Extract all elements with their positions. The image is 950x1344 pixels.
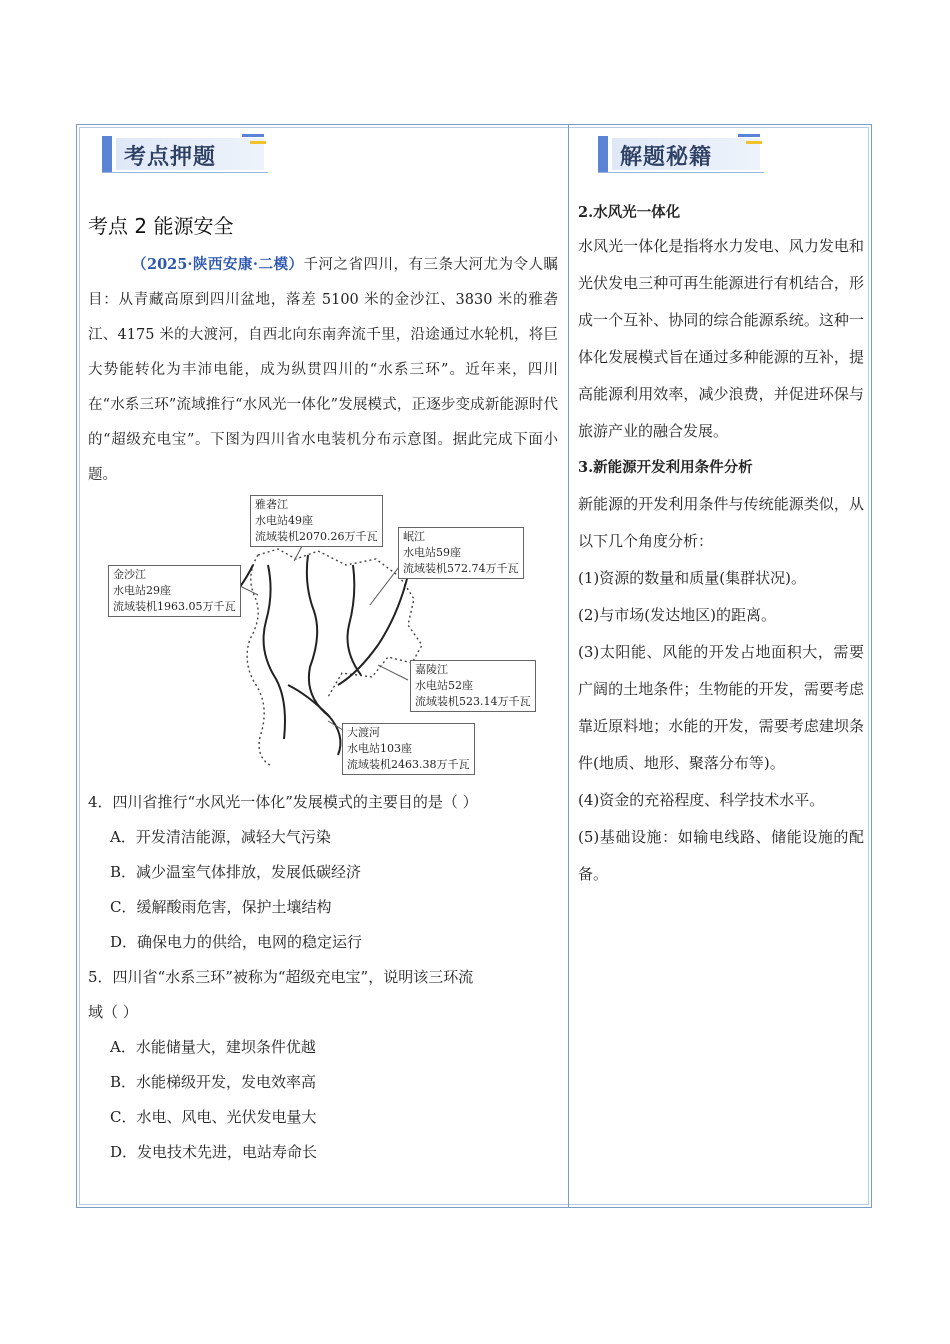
option: C．缓解酸雨危害，保护土壤结构 <box>110 898 332 916</box>
hydropower-map <box>108 495 548 785</box>
option: D．发电技术先进，电站寿命长 <box>110 1143 318 1161</box>
section-title: 考点 2 能源安全 <box>88 214 234 238</box>
installed-capacity: 流域装机2463.38万千瓦 <box>347 758 470 771</box>
map-label-jinsha <box>108 565 241 617</box>
tip-item: (2)与市场(发达地区)的距离。 <box>578 606 776 624</box>
option: B．水能梯级开发，发电效率高 <box>110 1073 317 1091</box>
map-label-jialing <box>410 660 536 712</box>
installed-capacity: 流域装机572.74万千瓦 <box>403 562 519 575</box>
column-divider <box>568 125 569 1207</box>
question-source: （2025·陕西安康·二模） <box>132 256 304 273</box>
option: A．水能储量大，建坝条件优越 <box>110 1038 316 1056</box>
installed-capacity: 流域装机523.14万千瓦 <box>415 695 531 708</box>
station-count: 水电站49座 <box>255 514 313 527</box>
banner-title: 解题秘籍 <box>620 145 713 170</box>
river-name: 大渡河 <box>347 726 380 739</box>
river-name: 金沙江 <box>113 568 146 581</box>
option: A．开发清洁能源，减轻大气污染 <box>110 828 331 846</box>
station-count: 水电站59座 <box>403 546 461 559</box>
banner-deco <box>242 134 264 137</box>
left-column <box>88 210 558 1170</box>
left-banner <box>102 134 272 174</box>
station-count: 水电站29座 <box>113 584 171 597</box>
banner-bar <box>598 136 608 172</box>
tip-paragraph: 新能源的开发利用条件与传统能源类似，从以下几个角度分析： <box>578 495 864 550</box>
map-label-min <box>398 527 524 579</box>
installed-capacity: 流域装机1963.05万千瓦 <box>113 600 236 613</box>
tip-item: (1)资源的数量和质量(集群状况)。 <box>578 569 806 587</box>
passage-text: 千河之省四川，有三条大河尤为令人瞩目：从青藏高原到四川盆地，落差 5100 米的金沙江、3830 米的雅砻江、4175 米的大渡河，自西北向东南奔流千里，沿途通过水轮机，将巨大势能转化为丰沛电能，成为纵贯四川的“水系三环”。近年来，四川在“水系三环”流域推行“水风光一体化”发展模式，正逐步变成新能源时代的“超级充电宝”。下图为四川省水电装机分布示意图。据此完成下面小题。 <box>88 257 559 483</box>
question-5-stem-cont: 域（ ） <box>88 1003 138 1021</box>
installed-capacity: 流域装机2070.26万千瓦 <box>255 530 378 543</box>
banner-underline <box>598 172 764 173</box>
tip-item: (3)太阳能、风能的开发占地面积大，需要广阔的土地条件；生物能的开发，需要考虑靠近原料地；水能的开发，需要考虑建坝条件(地质、地形、聚落分布等)。 <box>578 643 864 772</box>
station-count: 水电站103座 <box>347 742 412 755</box>
map-label-dadu <box>342 723 475 775</box>
river-name: 嘉陵江 <box>415 663 448 676</box>
option: C．水电、风电、光伏发电量大 <box>110 1108 317 1126</box>
banner-title: 考点押题 <box>124 145 217 170</box>
passage <box>88 247 558 493</box>
option: D．确保电力的供给，电网的稳定运行 <box>110 933 363 951</box>
river-name: 岷江 <box>403 530 425 543</box>
banner-bar <box>102 136 112 172</box>
banner-deco <box>250 141 266 144</box>
option: B．减少温室气体排放，发展低碳经济 <box>110 863 362 881</box>
map-label-yalong <box>250 495 383 547</box>
banner-underline <box>102 172 268 173</box>
banner-deco <box>746 141 762 144</box>
tip-item: (4)资金的充裕程度、科学技术水平。 <box>578 791 825 809</box>
right-banner <box>598 134 768 174</box>
tip-item: (5)基础设施：如输电线路、储能设施的配备。 <box>578 828 864 883</box>
tip-heading: 3.新能源开发利用条件分析 <box>578 459 753 476</box>
question-5-stem: 5．四川省“水系三环”被称为“超级充电宝”，说明该三环流 <box>88 968 474 986</box>
tip-heading: 2.水风光一体化 <box>578 204 681 221</box>
right-column <box>578 198 864 893</box>
tip-paragraph: 水风光一体化是指将水力发电、风力发电和光伏发电三种可再生能源进行有机结合，形成一个互补、协同的综合能源系统。这种一体化发展模式旨在通过多种能源的互补，提高能源利用效率，减少浪费，并促进环保与旅游产业的融合发展。 <box>578 237 864 440</box>
banner-deco <box>738 134 760 137</box>
question-4-stem: 4．四川省推行“水风光一体化”发展模式的主要目的是（ ） <box>88 793 478 811</box>
river-name: 雅砻江 <box>255 498 288 511</box>
station-count: 水电站52座 <box>415 679 473 692</box>
